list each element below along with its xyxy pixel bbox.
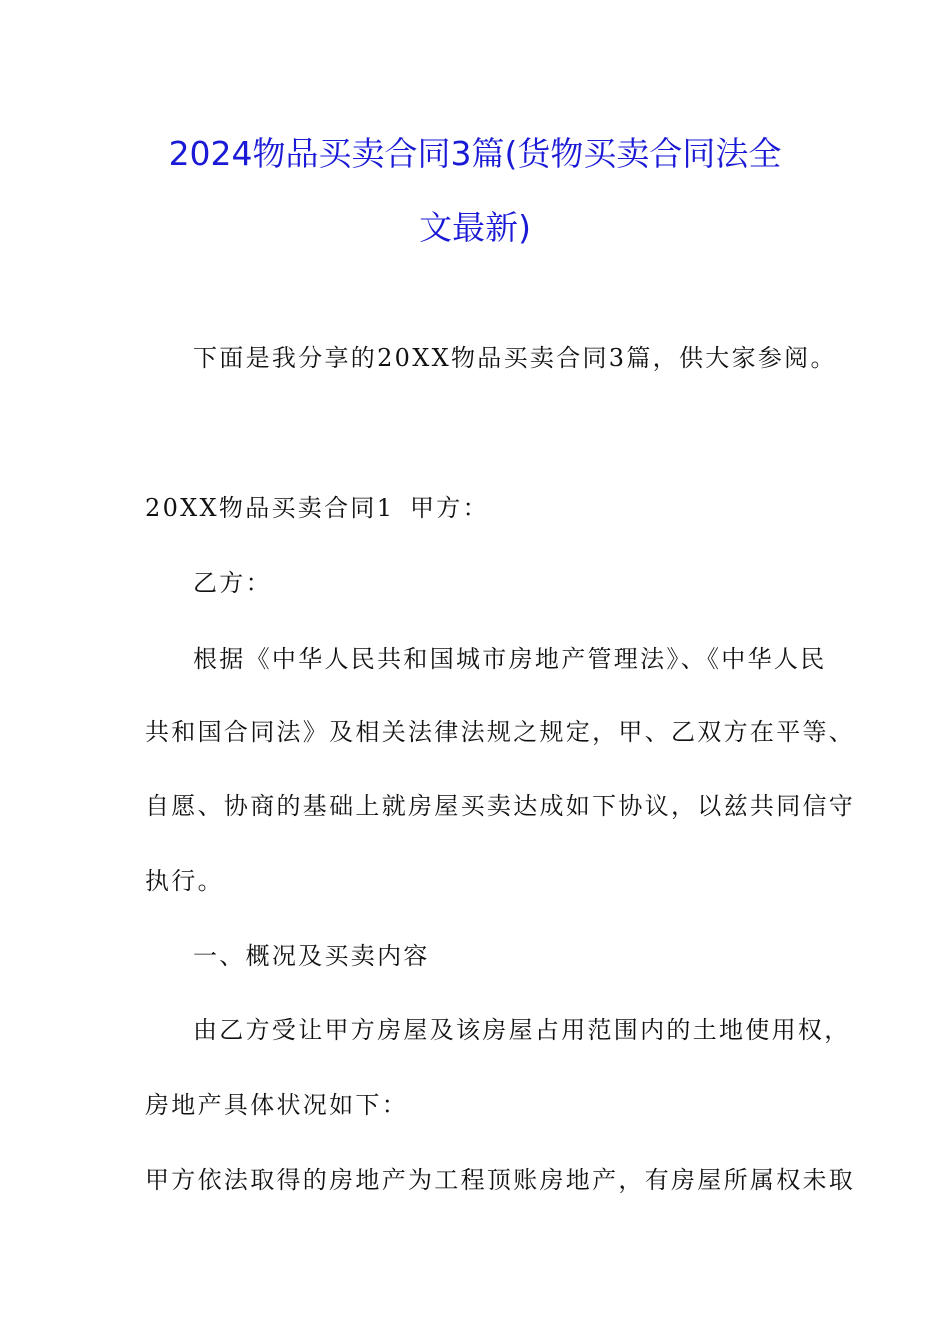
paragraph-2-line-1: 由乙方受让甲方房屋及该房屋占用范围内的土地使用权， [193,1016,851,1044]
party-a-label: 甲方： [410,494,489,522]
paragraph-2-line-2: 房地产具体状况如下： [145,1091,408,1119]
document-title-line-1: 2024物品买卖合同3篇(货物买卖合同法全 [168,134,782,173]
paragraph-1-line-2: 共和国合同法》及相关法律法规之规定，甲、乙双方在平等、 [145,718,856,746]
paragraph-1-line-3: 自愿、协商的基础上就房屋买卖达成如下协议，以兹共同信守 [145,792,856,820]
paragraph-1-line-1: 根据《中华人民共和国城市房地产管理法》、《中华人民 [193,645,827,673]
contract-heading: 20XX物品买卖合同1 [145,494,395,522]
paragraph-3-line-1: 甲方依法取得的房地产为工程顶账房地产，有房屋所属权未取 [145,1166,856,1194]
section-1-heading: 一、概况及买卖内容 [193,942,430,970]
paragraph-1-line-4: 执行。 [145,867,224,895]
party-b-label: 乙方： [193,569,272,597]
intro-paragraph: 下面是我分享的20XX物品买卖合同3篇，供大家参阅。 [193,344,837,372]
document-title-line-2: 文最新) [419,208,531,247]
